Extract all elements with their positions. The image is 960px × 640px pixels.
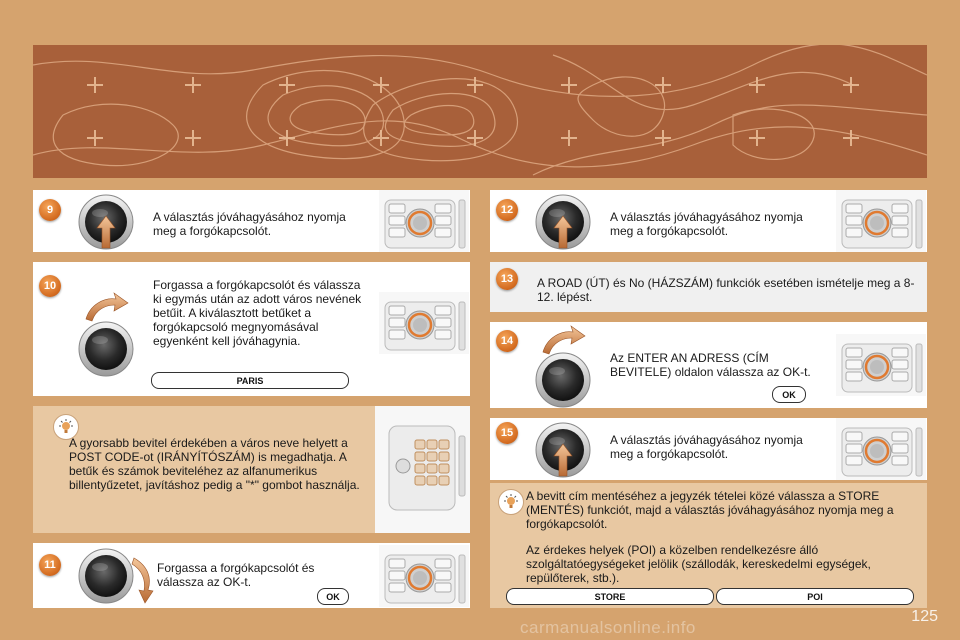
step-badge: 12 xyxy=(496,199,518,221)
step-15-panel xyxy=(490,418,927,480)
rotary-knob-icon xyxy=(78,194,134,250)
store-button[interactable]: STORE xyxy=(506,588,714,605)
tip-text-poi: Az érdekes helyek (POI) a közelben rendelkezésre álló szolgáltatóegységeket jelölik (szállodák, kereskedelmi egységek, repülőterek, stb.). xyxy=(526,543,871,585)
step-text: Az ENTER AN ADRESS (CÍM BEVITELE) oldalon válassza az OK-t. xyxy=(610,351,811,379)
tip-text-store: A bevitt cím mentéséhez a jegyzék tételei közé válassza a STORE (MENTÉS) funkciót, majd a választás jóváhagyásához nyomja meg a forgókapcsolót. xyxy=(526,489,894,531)
step-badge: 15 xyxy=(496,422,518,444)
step-text: A választás jóváhagyásához nyomja meg a forgókapcsolót. xyxy=(610,433,803,461)
ok-button[interactable]: OK xyxy=(317,588,349,605)
step-badge: 13 xyxy=(496,268,518,290)
control-panel-image xyxy=(379,545,469,607)
step-12-panel xyxy=(490,190,927,252)
tip-icon xyxy=(498,489,524,515)
map-banner xyxy=(33,45,927,178)
control-panel-image xyxy=(836,334,926,396)
rotary-knob-icon xyxy=(535,324,591,408)
step-11-panel xyxy=(33,543,470,608)
control-panel-image xyxy=(379,190,469,252)
keypad-image xyxy=(375,406,470,533)
step-badge: 14 xyxy=(496,330,518,352)
page-number: 125 xyxy=(911,608,938,625)
poi-button[interactable]: POI xyxy=(716,588,914,605)
step-10-panel xyxy=(33,262,470,396)
rotary-knob-icon xyxy=(78,548,158,604)
tip-text: A gyorsabb bevitel érdekében a város neve helyett a POST CODE-ot (IRÁNYÍTÓSZÁM) is megadhatja. A betűk és számok beviteléhez az alfanumerikus billentyűzetet, javításhoz pedig a "*" gombot használja. xyxy=(69,436,360,492)
tip-panel-store-poi xyxy=(490,483,927,608)
rotary-knob-icon xyxy=(78,289,134,379)
rotary-knob-icon xyxy=(535,422,591,478)
rotary-knob-icon xyxy=(535,194,591,250)
step-9-panel xyxy=(33,190,470,252)
step-text: Forgassa a forgókapcsolót és válassza az OK-t. xyxy=(157,561,315,589)
control-panel-image xyxy=(836,190,926,252)
step-text: Forgassa a forgókapcsolót és válassza ki egymás után az adott város nevének betűit. A kiválasztott betűket a forgókapcsoló megnyomásával egyenként kell jóváhagynia. xyxy=(153,278,362,348)
lightbulb-icon xyxy=(57,418,75,436)
ok-button[interactable]: OK xyxy=(772,386,806,403)
step-13-panel xyxy=(490,262,927,312)
step-badge: 10 xyxy=(39,275,61,297)
watermark: carmanualsonline.info xyxy=(520,618,696,637)
lightbulb-icon xyxy=(502,493,520,511)
control-panel-image xyxy=(379,292,469,354)
control-panel-image xyxy=(836,418,926,480)
step-text: A választás jóváhagyásához nyomja meg a forgókapcsolót. xyxy=(153,210,346,238)
step-badge: 9 xyxy=(39,199,61,221)
tip-panel-postcode xyxy=(33,406,470,533)
step-badge: 11 xyxy=(39,554,61,576)
topographic-pattern xyxy=(33,45,927,178)
step-text: A választás jóváhagyásához nyomja meg a forgókapcsolót. xyxy=(610,210,803,238)
paris-button[interactable]: PARIS xyxy=(151,372,349,389)
step-14-panel xyxy=(490,322,927,408)
step-text: A ROAD (ÚT) és No (HÁZSZÁM) funkciók esetében ismételje meg a 8-12. lépést. xyxy=(537,276,915,304)
